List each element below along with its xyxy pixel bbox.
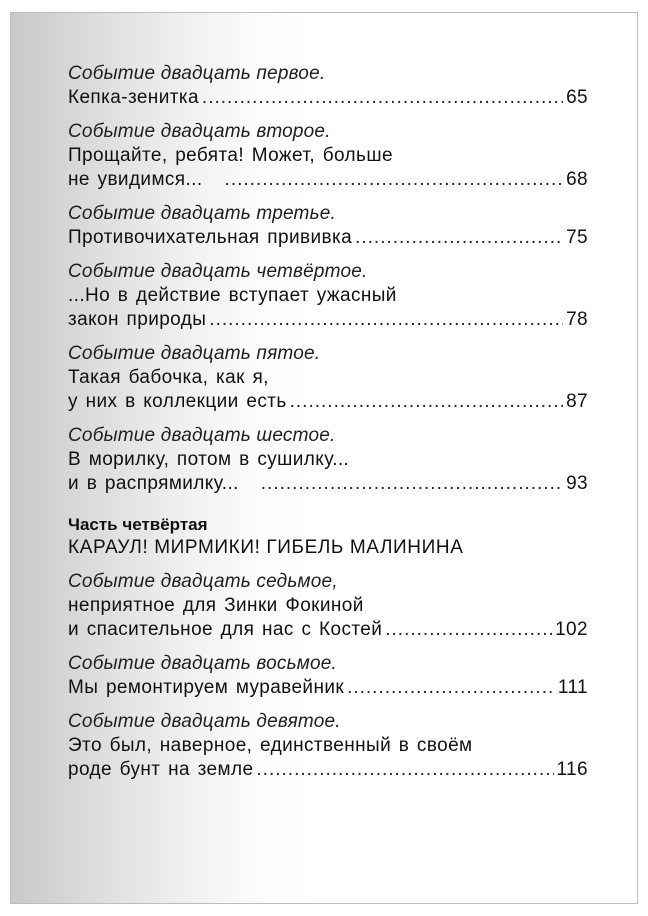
part-title: КАРАУЛ! МИРМИКИ! ГИБЕЛЬ МАЛИНИНА — [68, 537, 464, 558]
toc-entry-row — [68, 676, 588, 700]
dot-leader — [355, 226, 563, 250]
toc-entry-22 — [68, 120, 588, 192]
toc-entry-row — [68, 758, 588, 782]
chapter-subtitle-line: Это был, наверное, единственный в своём — [68, 735, 473, 756]
toc-entry-27 — [68, 570, 588, 642]
toc-entry-row — [68, 86, 588, 110]
chapter-title: Событие двадцать шестое. — [68, 425, 336, 446]
dot-leader — [256, 758, 553, 782]
chapter-title: Событие двадцать четвёртое. — [68, 261, 368, 282]
table-of-contents — [68, 62, 588, 792]
page-number: 78 — [566, 309, 588, 330]
page-number: 68 — [566, 169, 588, 190]
toc-entry-row — [68, 226, 588, 250]
chapter-subtitle-line: Прощайте, ребята! Может, больше — [68, 145, 393, 166]
toc-entry-28 — [68, 652, 588, 700]
chapter-title: Событие двадцать седьмое, — [68, 571, 338, 592]
chapter-title: Событие двадцать восьмое. — [68, 653, 338, 674]
chapter-subtitle-line: ...Но в действие вступает ужасный — [68, 285, 397, 306]
chapter-subtitle: Противочихательная прививка — [68, 227, 353, 248]
toc-entry-21 — [68, 62, 588, 110]
part-label: Часть четвёртая — [68, 515, 208, 534]
page-number: 93 — [566, 473, 588, 494]
page-number: 102 — [555, 619, 588, 640]
toc-entry-29 — [68, 710, 588, 782]
chapter-subtitle: не увидимся... — [68, 169, 203, 190]
chapter-subtitle-line: неприятное для Зинки Фокиной — [68, 595, 364, 616]
toc-entry-row — [68, 390, 588, 414]
toc-entry-26 — [68, 424, 588, 496]
chapter-subtitle: закон природы — [68, 309, 207, 330]
dot-leader — [385, 618, 552, 642]
dot-leader — [290, 390, 563, 414]
chapter-title: Событие двадцать третье. — [68, 203, 337, 224]
chapter-subtitle: Мы ремонтируем муравейник — [68, 677, 345, 698]
dot-leader — [261, 472, 563, 496]
toc-entry-24 — [68, 260, 588, 332]
dot-leader — [202, 86, 563, 110]
page-number: 75 — [566, 227, 588, 248]
part-heading — [68, 514, 588, 560]
page-number: 65 — [566, 87, 588, 108]
dot-leader — [225, 168, 564, 192]
chapter-subtitle: и в распрямилку... — [68, 473, 239, 494]
page-number: 111 — [557, 677, 588, 698]
page-number: 116 — [556, 759, 588, 780]
chapter-title: Событие двадцать второе. — [68, 121, 331, 142]
page-number: 87 — [566, 391, 588, 412]
toc-entry-row — [68, 168, 588, 192]
toc-entry-row — [68, 308, 588, 332]
dot-leader — [347, 676, 555, 700]
chapter-title: Событие двадцать пятое. — [68, 343, 321, 364]
chapter-subtitle: у них в коллекции есть — [68, 391, 287, 412]
toc-entry-row — [68, 618, 588, 642]
book-page — [10, 12, 638, 904]
chapter-subtitle-line: Такая бабочка, как я, — [68, 367, 269, 388]
toc-entry-25 — [68, 342, 588, 414]
toc-entry-row — [68, 472, 588, 496]
chapter-subtitle-line: В морилку, потом в сушилку... — [68, 449, 350, 470]
chapter-title: Событие двадцать первое. — [68, 63, 326, 84]
chapter-title: Событие двадцать девятое. — [68, 711, 341, 732]
chapter-subtitle: и спасительное для нас с Костей — [68, 619, 383, 640]
chapter-subtitle: роде бунт на земле — [68, 759, 254, 780]
chapter-subtitle: Кепка-зенитка — [68, 87, 199, 108]
dot-leader — [209, 308, 563, 332]
toc-entry-23 — [68, 202, 588, 250]
